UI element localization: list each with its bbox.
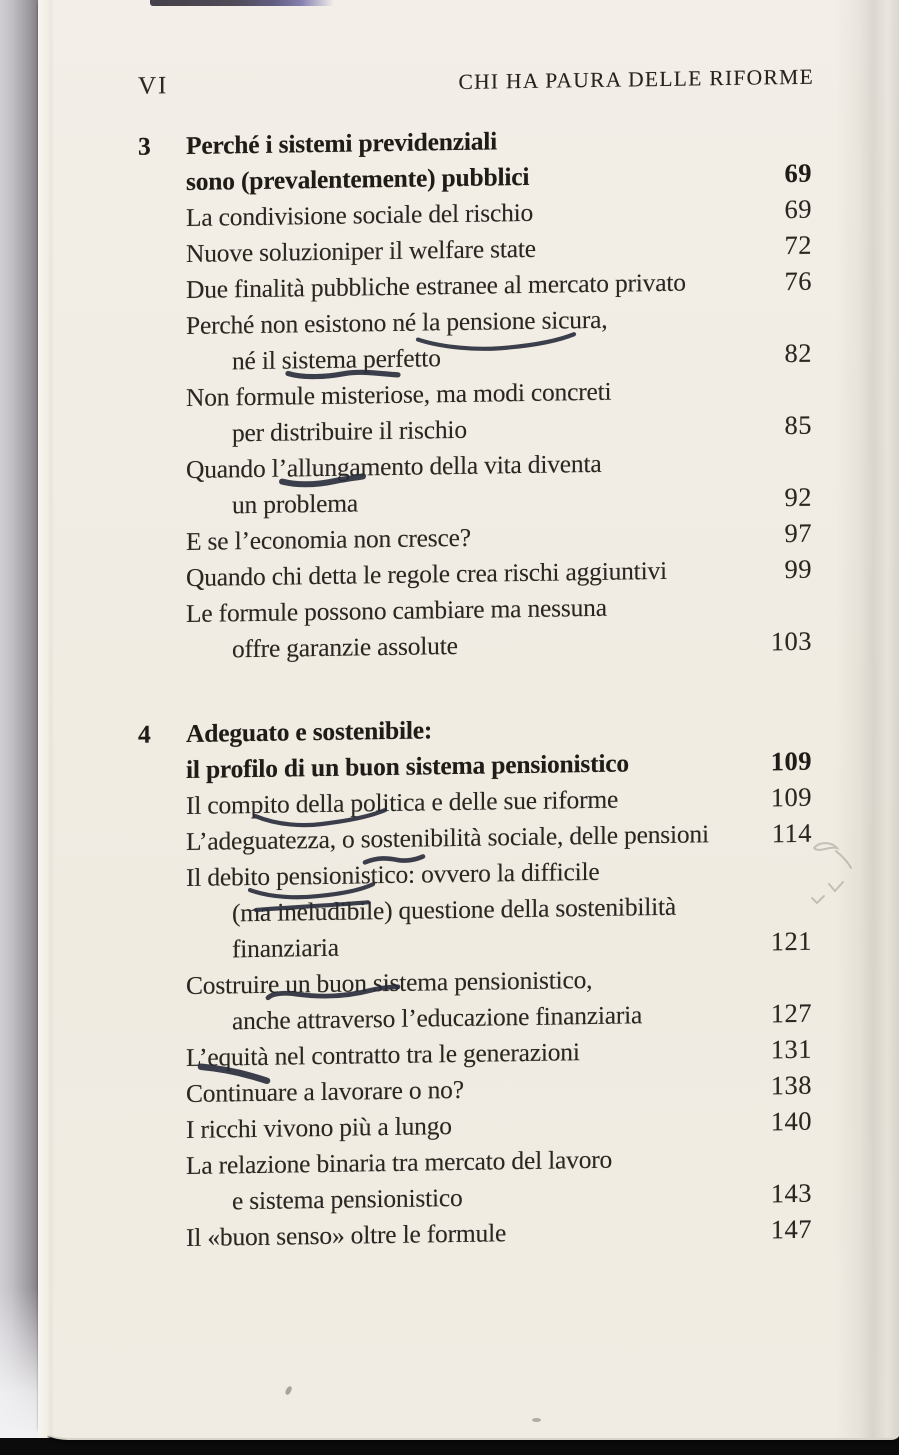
chapter-3-block bbox=[138, 119, 816, 668]
toc-entry-line: Non formule misteriose, ma modi concreti bbox=[186, 376, 612, 412]
toc-entry-line: Il «buon senso» oltre le formule bbox=[186, 1218, 507, 1252]
toc-entry bbox=[186, 299, 816, 380]
toc-entry-line: Quando chi detta le regole crea rischi aggiuntivi bbox=[186, 555, 667, 592]
toc-entry-line: Continuare a lavorare o no? bbox=[186, 1074, 464, 1108]
page-number: 85 bbox=[784, 409, 812, 441]
page-number: 143 bbox=[770, 1177, 812, 1209]
page-number: 69 bbox=[784, 193, 812, 225]
page-number: 99 bbox=[784, 553, 812, 585]
toc-entry-line: La condivisione sociale del rischio bbox=[186, 197, 534, 232]
toc-entry-line: anche attraverso l’educazione finanziaria bbox=[232, 1000, 643, 1036]
chapter-number: 4 bbox=[138, 719, 151, 749]
toc-entry-line: per distribuire il rischio bbox=[232, 414, 467, 448]
chapter-heading bbox=[138, 119, 816, 200]
toc-entry-line: I ricchi vivono più a lungo bbox=[186, 1111, 452, 1144]
toc-entry bbox=[186, 959, 816, 1040]
toc-entry-line: Il debito pensionistico: ovvero la difficile bbox=[186, 856, 600, 892]
page-top-edge-shadow bbox=[150, 0, 334, 6]
toc-entry-line: (ma ineludibile) questione della sostenibilità bbox=[232, 891, 677, 928]
page-number: 97 bbox=[784, 517, 812, 549]
toc-entry bbox=[186, 851, 816, 968]
toc-entry-line: finanziaria bbox=[232, 932, 339, 964]
chapter-4-block bbox=[138, 707, 816, 1256]
page-number: 121 bbox=[770, 925, 812, 957]
page-number: 138 bbox=[770, 1069, 812, 1101]
toc-entry-line: L’adeguatezza, o sostenibilità sociale, delle pensioni bbox=[186, 819, 709, 856]
chapter-title-line: Perché i sistemi previdenziali bbox=[186, 126, 498, 160]
toc-entry-line: Il compito della politica e delle sue riforme bbox=[186, 784, 619, 820]
paper-speck bbox=[532, 1418, 541, 1422]
chapter-number: 3 bbox=[138, 131, 151, 161]
page-number: 103 bbox=[770, 625, 812, 657]
toc-entry-line: e sistema pensionistico bbox=[232, 1182, 463, 1216]
page-number: 92 bbox=[784, 481, 812, 513]
toc-entry bbox=[186, 1139, 816, 1220]
scanner-left-book-edge bbox=[0, 0, 38, 1438]
toc-entry-line: La relazione binaria tra mercato del lavoro bbox=[186, 1144, 613, 1180]
toc-entry-line: L’equità nel contratto tra le generazioni bbox=[186, 1037, 580, 1072]
chapter-title-line: sono (prevalentemente) pubblici bbox=[186, 161, 530, 196]
toc-entry-line: Nuove soluzioniper il welfare state bbox=[186, 233, 536, 268]
toc-entry-line: Perché non esistono né la pensione sicura, bbox=[186, 304, 608, 340]
toc-entry-line: offre garanzie assolute bbox=[232, 630, 458, 664]
chapter-title-line: Adeguato e sostenibile: bbox=[186, 715, 433, 748]
page-number: 127 bbox=[770, 997, 812, 1029]
toc-entry-line: né il sistema perfetto bbox=[232, 343, 441, 376]
toc-entry bbox=[186, 587, 816, 668]
folio-page-number: VI bbox=[138, 72, 169, 100]
page-number: 72 bbox=[784, 229, 812, 261]
toc-entry-line: Costruire un buon sistema pensionistico, bbox=[186, 964, 593, 1000]
toc-entry-line: Quando l’allungamento della vita diventa bbox=[186, 448, 602, 484]
toc-entry-line: un problema bbox=[232, 488, 358, 520]
page-number: 114 bbox=[771, 817, 812, 849]
page-number: 76 bbox=[784, 265, 812, 297]
page-number: 147 bbox=[770, 1213, 812, 1245]
page-number: 109 bbox=[770, 781, 812, 813]
chapter-title-line: il profilo di un buon sistema pensionistico bbox=[186, 748, 629, 784]
toc-entry bbox=[186, 443, 816, 524]
toc-entry-line: E se l’economia non cresce? bbox=[186, 522, 471, 556]
chapter-heading bbox=[138, 707, 816, 788]
toc-entry-line: Le formule possono cambiare ma nessuna bbox=[186, 592, 607, 628]
toc-entry bbox=[186, 371, 816, 452]
page-number: 131 bbox=[770, 1033, 812, 1065]
page-number: 82 bbox=[784, 337, 812, 369]
page-number: 140 bbox=[770, 1105, 812, 1137]
page-number: 69 bbox=[784, 157, 812, 189]
toc-entry-line: Due finalità pubbliche estranee al mercato privato bbox=[186, 267, 686, 304]
table-of-contents bbox=[138, 64, 816, 1268]
running-title: CHI HA PAURA DELLE RIFORME bbox=[458, 64, 814, 94]
page-number: 109 bbox=[770, 745, 812, 777]
